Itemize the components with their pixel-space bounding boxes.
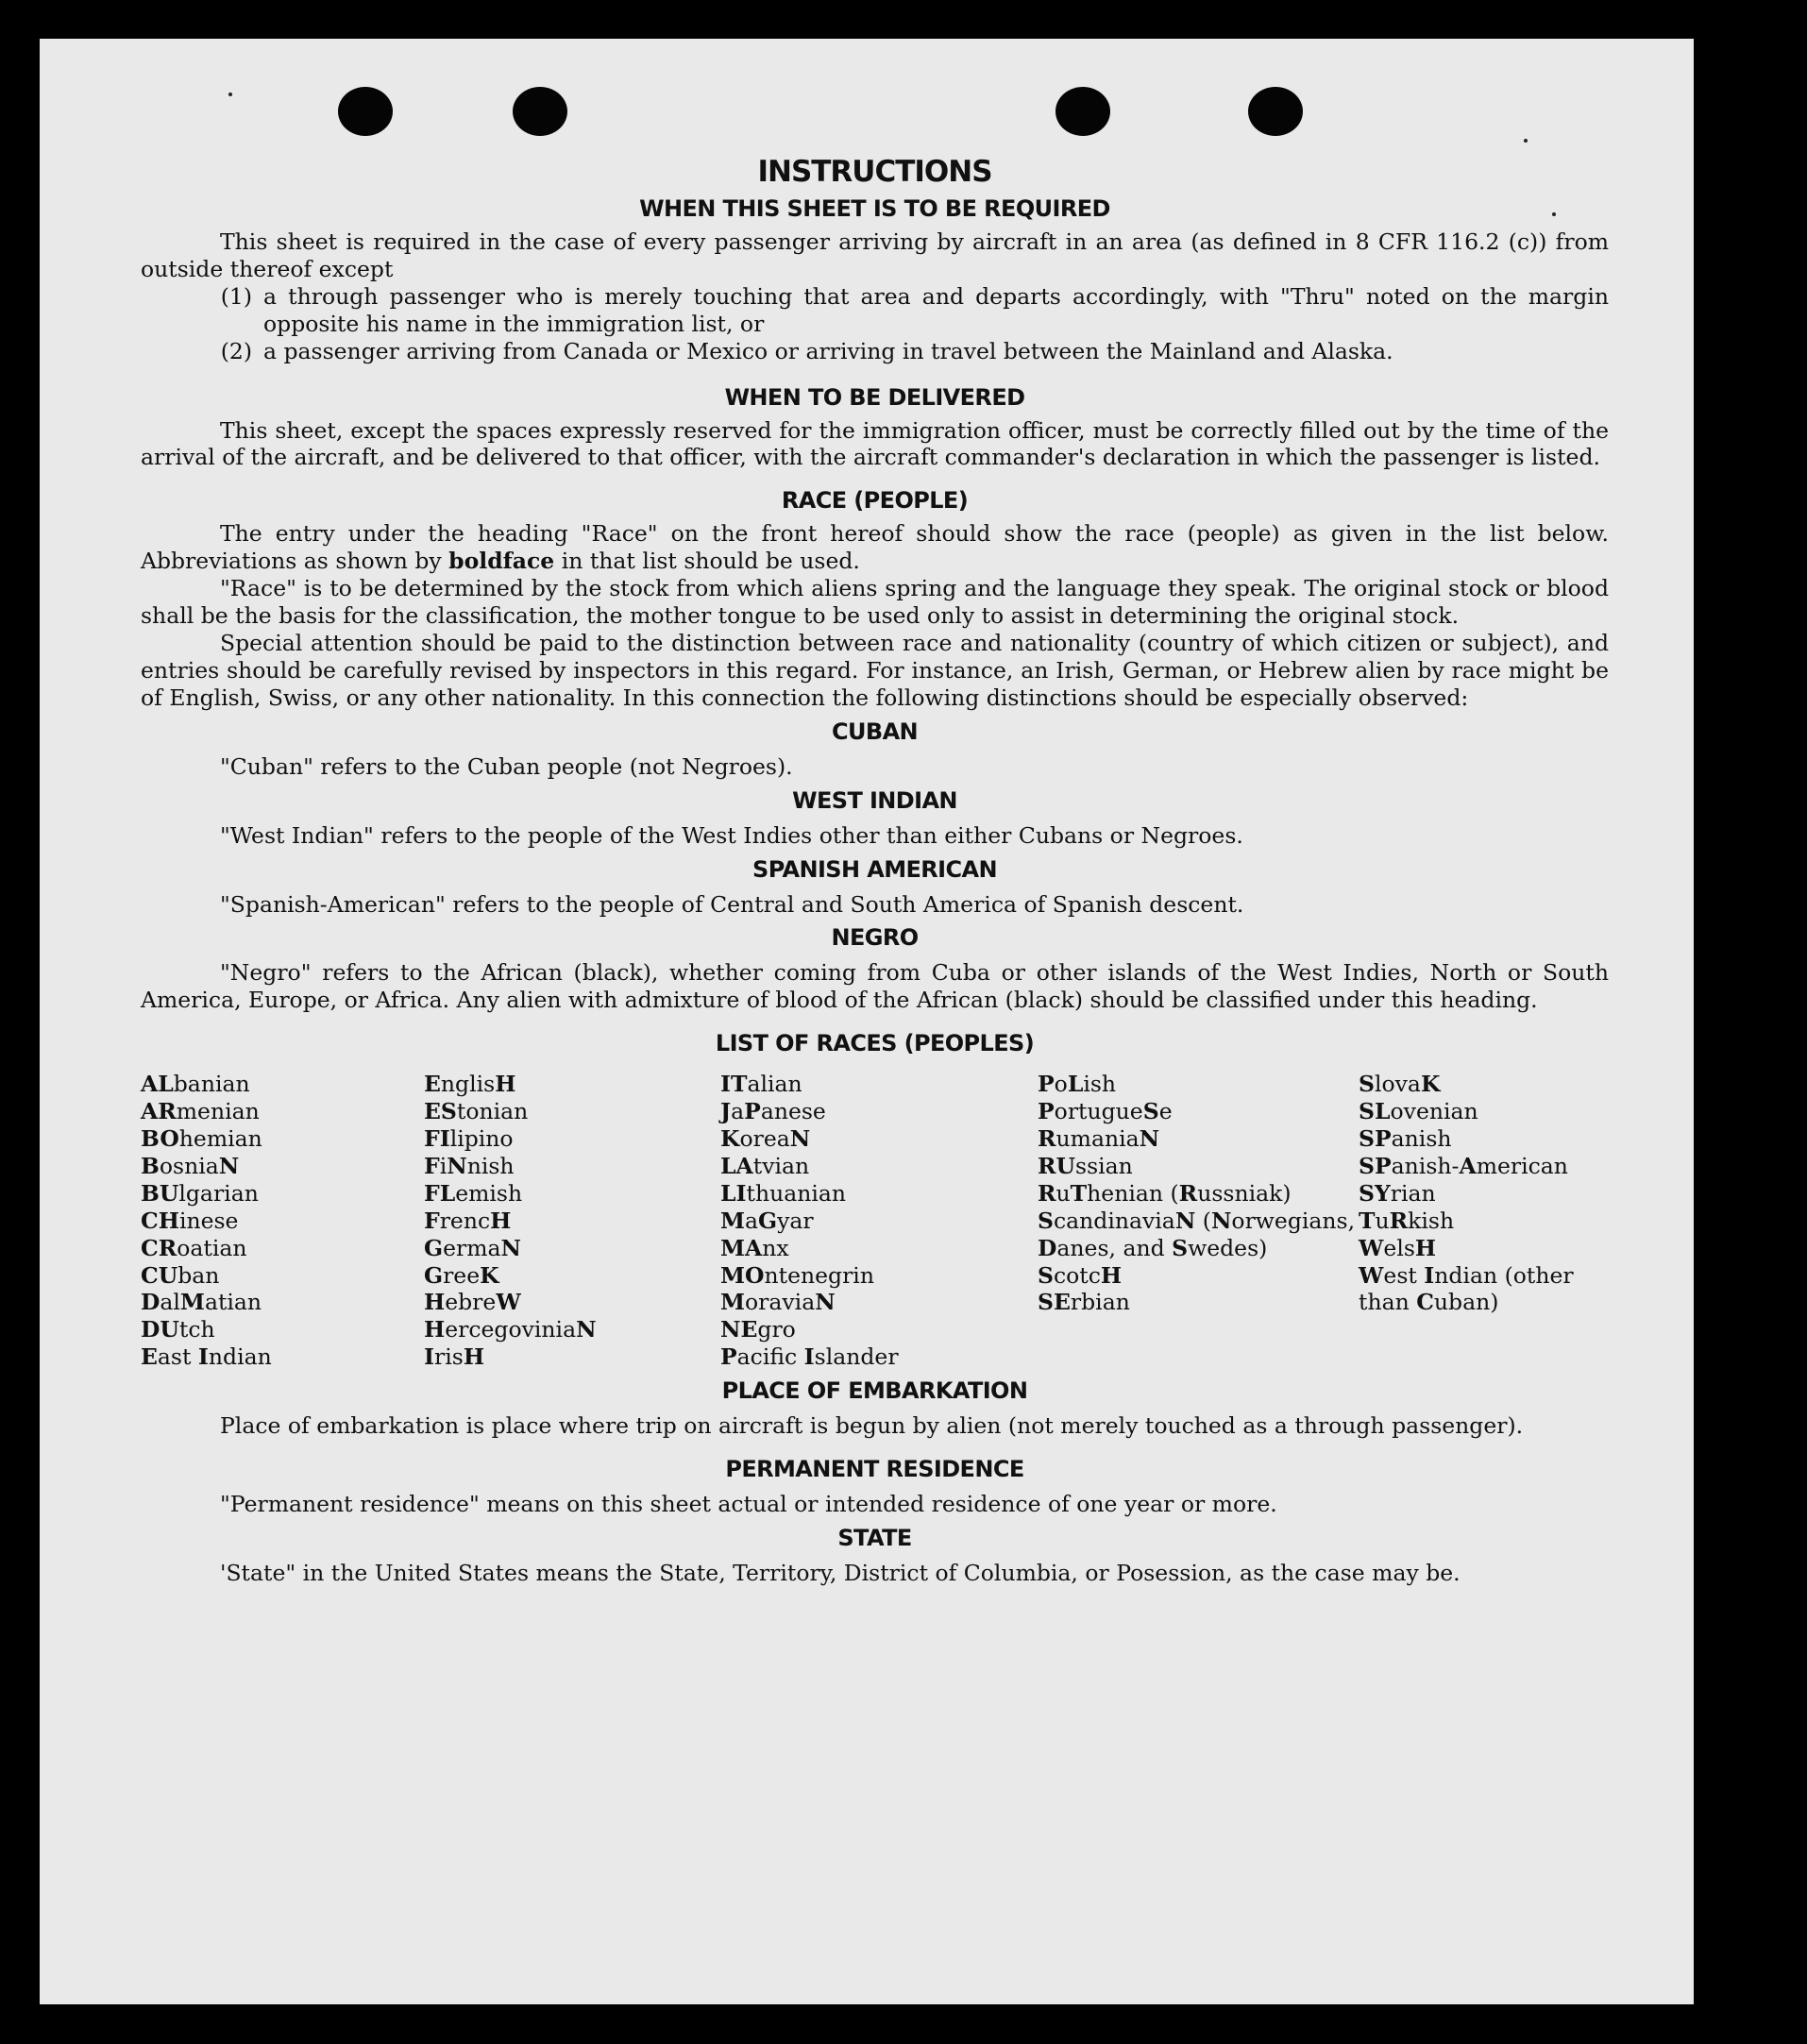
required-item-1	[141, 283, 1609, 338]
delivered-text: This sheet, except the spaces expressly reserved for the immigration officer, must be correctly filled out by the time of the arrival of the aircraft, and be delivered to that officer, with the aircraft commander's declaration in which the passenger is listed.	[141, 416, 1609, 471]
race-entry: ScotcH	[1038, 1261, 1123, 1289]
section-heading-negro: NEGRO	[831, 924, 919, 952]
punch-hole-2	[513, 87, 567, 136]
race-entry: LAtvian	[720, 1152, 810, 1179]
residence-text: "Permanent residence" means on this sheet actual or intended residence of one year or more.	[220, 1491, 1277, 1518]
race-entry: MOntenegrin	[720, 1261, 874, 1289]
race-entry: FLemish	[424, 1179, 523, 1207]
spanish-american-text: "Spanish-American" refers to the people of Central and South America of Spanish descent.	[220, 890, 1244, 918]
race-entry: HebreW	[424, 1289, 521, 1316]
item-number: (1)	[220, 282, 252, 310]
section-heading-delivered: WHEN TO BE DELIVERED	[724, 383, 1025, 411]
race-entry: EStonian	[424, 1098, 529, 1125]
section-heading-west-indian: WEST INDIAN	[792, 786, 957, 814]
race-entry: ScandinaviaN (Norwegians, Danes, and Swedes)	[1038, 1207, 1356, 1261]
race-entry: DUtch	[141, 1316, 215, 1343]
section-heading-state: STATE	[837, 1525, 912, 1551]
race-paragraph-2: "Race" is to be determined by the stock from which aliens spring and the language they speak. The original stock or blood shall be the basis for the classification, the mother tongue to be used only to assist in determining the original stock.	[141, 575, 1609, 630]
race-entry: IrisH	[424, 1343, 485, 1371]
race-entry: GreeK	[424, 1261, 499, 1289]
item-text: a passenger arriving from Canada or Mexico or arriving in travel between the Mainland and Alaska.	[263, 337, 1393, 364]
race-entry: LIthuanian	[720, 1179, 847, 1207]
instructions-body	[141, 149, 1609, 1587]
race-entry: Pacific Islander	[720, 1343, 899, 1371]
race-entry: HercegoviniaN	[424, 1316, 597, 1343]
race-entry: SErbian	[1038, 1289, 1130, 1316]
race-entry: SPanish-American	[1359, 1152, 1568, 1179]
races-list	[141, 1071, 1609, 1371]
race-entry: RUssian	[1038, 1152, 1133, 1179]
race-entry: SYrian	[1359, 1179, 1436, 1207]
race-entry: CRoatian	[141, 1234, 247, 1261]
race-entry: JaPanese	[720, 1098, 826, 1125]
document-page	[40, 39, 1694, 2004]
race-paragraph-3: Special attention should be paid to the distinction between race and nationality (country of which citizen or subject), and entries should be carefully revised by inspectors in this regard. For instance, an Irish, German, or Hebrew alien by race might be of English, Swiss, or any other nationality. In this connection the following distinctions should be especially observed:	[141, 629, 1609, 711]
race-entry: EnglisH	[424, 1071, 516, 1098]
races-column-5	[1359, 1071, 1609, 1371]
race-entry: BUlgarian	[141, 1179, 259, 1207]
section-heading-embarkation: PLACE OF EMBARKATION	[721, 1377, 1028, 1405]
race-entry: NEgro	[720, 1316, 796, 1343]
race-entry: TuRkish	[1359, 1207, 1455, 1234]
section-heading-cuban: CUBAN	[831, 718, 919, 745]
race-entry: MoraviaN	[720, 1289, 836, 1316]
item-number: (2)	[220, 337, 252, 364]
race-entry: BosniaN	[141, 1152, 240, 1179]
west-indian-text: "West Indian" refers to the people of the West Indies other than either Cubans or Negroes.	[220, 821, 1243, 849]
race-p1-b: in that list should be used.	[554, 548, 860, 575]
race-entry: SlovaK	[1359, 1071, 1441, 1098]
race-entry: CUban	[141, 1261, 220, 1289]
races-column-3	[720, 1071, 1038, 1371]
race-entry: RumaniaN	[1038, 1125, 1160, 1153]
race-entry: DalMatian	[141, 1289, 262, 1316]
race-entry: PoLish	[1038, 1071, 1117, 1098]
race-p1-bold: boldface	[448, 548, 555, 575]
section-heading-races-list: LIST OF RACES (PEOPLES)	[715, 1030, 1035, 1057]
race-entry: CHinese	[141, 1207, 239, 1234]
race-entry: MAnx	[720, 1234, 789, 1261]
races-column-2	[424, 1071, 720, 1371]
race-entry: East Indian	[141, 1343, 272, 1371]
section-heading-residence: PERMANENT RESIDENCE	[725, 1456, 1024, 1483]
race-entry: GermaN	[424, 1234, 521, 1261]
race-paragraph-1	[141, 520, 1609, 575]
race-entry: ARmenian	[141, 1098, 260, 1125]
punch-hole-4	[1248, 87, 1303, 136]
race-entry: ITalian	[720, 1071, 802, 1098]
section-heading-spanish-american: SPANISH AMERICAN	[752, 855, 997, 883]
speck	[228, 93, 232, 96]
race-p1-a: The entry under the heading "Race" on the front hereof should show the race (people) as given in the list below. Abbreviations as shown by	[141, 520, 1609, 575]
race-entry: SLovenian	[1359, 1098, 1478, 1125]
race-entry: ALbanian	[141, 1071, 250, 1098]
section-heading-race: RACE (PEOPLE)	[781, 487, 969, 515]
section-heading-required: WHEN THIS SHEET IS TO BE REQUIRED	[639, 195, 1110, 222]
cuban-text: "Cuban" refers to the Cuban people (not Negroes).	[220, 752, 793, 780]
races-column-1	[141, 1071, 424, 1371]
required-intro: This sheet is required in the case of every passenger arriving by aircraft in an area (as defined in 8 CFR 116.2 (c)) from outside thereof except	[141, 228, 1609, 282]
negro-text: "Negro" refers to the African (black), whether coming from Cuba or other islands of the West Indies, North or South America, Europe, or Africa. Any alien with admixture of blood of the African (black) should be classified under this heading.	[141, 959, 1609, 1014]
punch-hole-1	[338, 87, 393, 136]
page-title: INSTRUCTIONS	[757, 155, 992, 189]
races-column-4	[1038, 1071, 1359, 1371]
race-entry: BOhemian	[141, 1125, 262, 1153]
race-entry: FrencH	[424, 1207, 512, 1234]
race-entry: RuThenian (Russniak)	[1038, 1179, 1292, 1207]
state-text: 'State" in the United States means the State, Territory, District of Columbia, or Posession, as the case may be.	[220, 1560, 1461, 1586]
race-entry: KoreaN	[720, 1125, 811, 1153]
race-entry: SPanish	[1359, 1125, 1452, 1153]
race-entry: West Indian (other than Cuban)	[1359, 1261, 1574, 1316]
race-entry: FiNnish	[424, 1152, 515, 1179]
race-entry: WelsH	[1359, 1234, 1437, 1261]
required-item-2	[141, 338, 1609, 365]
embarkation-text: Place of embarkation is place where trip on aircraft is begun by alien (not merely touched as a through passenger).	[220, 1412, 1524, 1440]
punch-hole-3	[1055, 87, 1110, 136]
race-entry: MaGyar	[720, 1207, 814, 1234]
race-entry: PortugueSe	[1038, 1098, 1173, 1125]
speck	[1524, 139, 1528, 143]
race-entry: FIlipino	[424, 1125, 514, 1153]
item-text: a through passenger who is merely touching that area and departs accordingly, with "Thru" noted on the margin opposite his name in the immigration list, or	[263, 282, 1609, 337]
